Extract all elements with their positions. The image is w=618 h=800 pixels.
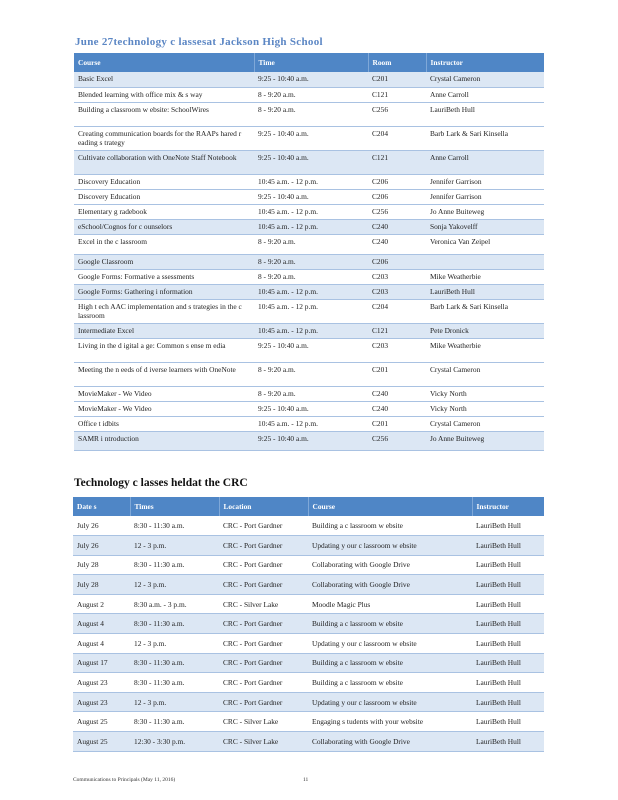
table-row bbox=[73, 516, 544, 536]
cell-instructor: LauriBeth Hull bbox=[472, 732, 544, 752]
cell-instructor: Jo Anne Buiteweg bbox=[426, 431, 544, 450]
cell-date: August 23 bbox=[73, 692, 130, 712]
cell-location: CRC - Port Gardner bbox=[219, 673, 308, 693]
table-body bbox=[74, 72, 544, 450]
cell-time: 9:25 - 10:40 a.m. bbox=[254, 189, 368, 204]
cell-time: 9:25 - 10:40 a.m. bbox=[254, 431, 368, 450]
cell-instructor: LauriBeth Hull bbox=[426, 284, 544, 299]
cell-date: July 28 bbox=[73, 575, 130, 595]
cell-course: MovieMaker - We Video bbox=[74, 401, 254, 416]
cell-time: 10:45 a.m. - 12 p.m. bbox=[254, 174, 368, 189]
table-row bbox=[73, 555, 544, 575]
cell-course: Living in the d igital a ge: Common s ense m edia bbox=[74, 338, 254, 362]
cell-room: C206 bbox=[368, 174, 426, 189]
cell-course: SAMR i ntroduction bbox=[74, 431, 254, 450]
cell-time: 8 - 9:20 a.m. bbox=[254, 102, 368, 126]
cell-course: Google Classroom bbox=[74, 254, 254, 269]
cell-times: 12 - 3 p.m. bbox=[130, 634, 219, 654]
table-row bbox=[74, 284, 544, 299]
cell-time: 9:25 - 10:40 a.m. bbox=[254, 401, 368, 416]
cell-course: Moodle Magic Plus bbox=[308, 594, 472, 614]
cell-instructor: LauriBeth Hull bbox=[472, 575, 544, 595]
cell-time: 10:45 a.m. - 12 p.m. bbox=[254, 416, 368, 431]
cell-room: C240 bbox=[368, 234, 426, 254]
jackson-classes-table bbox=[74, 53, 544, 451]
cell-times: 12:30 - 3:30 p.m. bbox=[130, 732, 219, 752]
cell-course: Excel in the c lassroom bbox=[74, 234, 254, 254]
cell-location: CRC - Port Gardner bbox=[219, 653, 308, 673]
cell-times: 8:30 - 11:30 a.m. bbox=[130, 712, 219, 732]
cell-instructor: LauriBeth Hull bbox=[426, 102, 544, 126]
cell-room: C203 bbox=[368, 284, 426, 299]
cell-location: CRC - Port Gardner bbox=[219, 536, 308, 556]
cell-instructor: LauriBeth Hull bbox=[472, 594, 544, 614]
cell-location: CRC - Silver Lake bbox=[219, 594, 308, 614]
cell-instructor: LauriBeth Hull bbox=[472, 555, 544, 575]
table-row bbox=[74, 338, 544, 362]
table-row bbox=[74, 299, 544, 323]
cell-course: Updating y our c lassroom w ebsite bbox=[308, 536, 472, 556]
cell-course: Building a c lassroom w ebsite bbox=[308, 673, 472, 693]
table-row bbox=[73, 673, 544, 693]
cell-course: Discovery Education bbox=[74, 174, 254, 189]
cell-course: Building a classroom w ebsite: SchoolWires bbox=[74, 102, 254, 126]
cell-times: 8:30 a.m. - 3 p.m. bbox=[130, 594, 219, 614]
cell-room: C203 bbox=[368, 269, 426, 284]
cell-course: Office t idbits bbox=[74, 416, 254, 431]
table-row bbox=[73, 536, 544, 556]
table-row bbox=[73, 634, 544, 654]
table-row bbox=[73, 614, 544, 634]
cell-course: Engaging s tudents with your website bbox=[308, 712, 472, 732]
cell-location: CRC - Silver Lake bbox=[219, 732, 308, 752]
cell-course: Collaborating with Google Drive bbox=[308, 575, 472, 595]
cell-instructor: Veronica Van Zeipel bbox=[426, 234, 544, 254]
cell-times: 8:30 - 11:30 a.m. bbox=[130, 516, 219, 536]
table-row bbox=[74, 416, 544, 431]
cell-date: August 2 bbox=[73, 594, 130, 614]
cell-date: July 26 bbox=[73, 536, 130, 556]
cell-instructor: Crystal Cameron bbox=[426, 416, 544, 431]
cell-time: 10:45 a.m. - 12 p.m. bbox=[254, 284, 368, 299]
section-title: Technology c lasses heldat the CRC bbox=[74, 477, 248, 489]
cell-course: Elementary g radebook bbox=[74, 204, 254, 219]
cell-location: CRC - Port Gardner bbox=[219, 516, 308, 536]
cell-date: August 4 bbox=[73, 614, 130, 634]
cell-instructor: Anne Carroll bbox=[426, 87, 544, 102]
cell-time: 8 - 9:20 a.m. bbox=[254, 87, 368, 102]
cell-instructor: Vicky North bbox=[426, 401, 544, 416]
cell-instructor: Jennifer Garrison bbox=[426, 174, 544, 189]
cell-course: Collaborating with Google Drive bbox=[308, 732, 472, 752]
table-row bbox=[74, 102, 544, 126]
cell-times: 8:30 - 11:30 a.m. bbox=[130, 555, 219, 575]
cell-course: Meeting the n eeds of d iverse learners with OneNote bbox=[74, 362, 254, 386]
cell-course: High t ech AAC implementation and s trategies in the c lassroom bbox=[74, 299, 254, 323]
cell-course: Cultivate collaboration with OneNote Staff Notebook bbox=[74, 150, 254, 174]
cell-times: 12 - 3 p.m. bbox=[130, 692, 219, 712]
table-row bbox=[74, 189, 544, 204]
table-row bbox=[74, 126, 544, 150]
cell-times: 8:30 - 11:30 a.m. bbox=[130, 653, 219, 673]
table-row bbox=[73, 732, 544, 752]
column-header: Course bbox=[308, 497, 472, 516]
cell-room: C240 bbox=[368, 219, 426, 234]
cell-room: C240 bbox=[368, 401, 426, 416]
cell-instructor: Mike Weatherbie bbox=[426, 269, 544, 284]
table-row bbox=[73, 575, 544, 595]
cell-course: Building a c lassroom w ebsite bbox=[308, 614, 472, 634]
cell-room: C206 bbox=[368, 189, 426, 204]
cell-location: CRC - Port Gardner bbox=[219, 634, 308, 654]
cell-room: C201 bbox=[368, 72, 426, 87]
table-row bbox=[74, 87, 544, 102]
cell-room: C204 bbox=[368, 299, 426, 323]
table-row bbox=[74, 431, 544, 450]
cell-course: Building a c lassroom w ebsite bbox=[308, 653, 472, 673]
cell-room: C121 bbox=[368, 323, 426, 338]
cell-course: Google Forms: Formative a ssessments bbox=[74, 269, 254, 284]
cell-time: 8 - 9:20 a.m. bbox=[254, 269, 368, 284]
cell-times: 8:30 - 11:30 a.m. bbox=[130, 614, 219, 634]
table-row bbox=[74, 72, 544, 87]
table-row bbox=[74, 234, 544, 254]
cell-times: 8:30 - 11:30 a.m. bbox=[130, 673, 219, 693]
cell-time: 10:45 a.m. - 12 p.m. bbox=[254, 204, 368, 219]
table-body bbox=[73, 516, 544, 751]
cell-room: C201 bbox=[368, 362, 426, 386]
cell-date: August 25 bbox=[73, 732, 130, 752]
cell-room: C256 bbox=[368, 102, 426, 126]
cell-course: Basic Excel bbox=[74, 72, 254, 87]
cell-time: 9:25 - 10:40 a.m. bbox=[254, 72, 368, 87]
table-row bbox=[74, 269, 544, 284]
table-row bbox=[74, 386, 544, 401]
cell-course: eSchool/Cognos for c ounselors bbox=[74, 219, 254, 234]
cell-instructor: LauriBeth Hull bbox=[472, 634, 544, 654]
cell-instructor: Sonja Yakovelff bbox=[426, 219, 544, 234]
cell-date: July 26 bbox=[73, 516, 130, 536]
cell-room: C121 bbox=[368, 150, 426, 174]
cell-time: 8 - 9:20 a.m. bbox=[254, 234, 368, 254]
cell-instructor: Anne Carroll bbox=[426, 150, 544, 174]
cell-room: C256 bbox=[368, 204, 426, 219]
column-header: Course bbox=[74, 53, 254, 72]
table-header-row bbox=[74, 53, 544, 72]
table-header-row bbox=[73, 497, 544, 516]
cell-room: C240 bbox=[368, 386, 426, 401]
table-row bbox=[74, 401, 544, 416]
cell-instructor: Crystal Cameron bbox=[426, 362, 544, 386]
cell-instructor: LauriBeth Hull bbox=[472, 673, 544, 693]
cell-time: 8 - 9:20 a.m. bbox=[254, 362, 368, 386]
cell-date: August 23 bbox=[73, 673, 130, 693]
cell-location: CRC - Port Gardner bbox=[219, 575, 308, 595]
cell-instructor: LauriBeth Hull bbox=[472, 653, 544, 673]
cell-room: C256 bbox=[368, 431, 426, 450]
cell-time: 10:45 a.m. - 12 p.m. bbox=[254, 323, 368, 338]
cell-room: C201 bbox=[368, 416, 426, 431]
table-row bbox=[73, 712, 544, 732]
cell-instructor: Mike Weatherbie bbox=[426, 338, 544, 362]
table-row bbox=[73, 594, 544, 614]
table-row bbox=[74, 254, 544, 269]
cell-instructor: Barb Lark & Sari Kinsella bbox=[426, 126, 544, 150]
table-row bbox=[74, 174, 544, 189]
cell-location: CRC - Port Gardner bbox=[219, 692, 308, 712]
cell-course: MovieMaker - We Video bbox=[74, 386, 254, 401]
table-row bbox=[74, 219, 544, 234]
cell-course: Google Forms: Gathering i nformation bbox=[74, 284, 254, 299]
page-title: June 27technology c lassesat Jackson High School bbox=[75, 36, 323, 48]
column-header: Time bbox=[254, 53, 368, 72]
cell-course: Creating communication boards for the RAAPs hared r eading s trategy bbox=[74, 126, 254, 150]
cell-room: C203 bbox=[368, 338, 426, 362]
page-number: 11 bbox=[303, 777, 309, 783]
cell-room: C204 bbox=[368, 126, 426, 150]
cell-instructor: Jennifer Garrison bbox=[426, 189, 544, 204]
cell-room: C121 bbox=[368, 87, 426, 102]
table-row bbox=[74, 362, 544, 386]
cell-date: July 28 bbox=[73, 555, 130, 575]
cell-time: 10:45 a.m. - 12 p.m. bbox=[254, 219, 368, 234]
cell-time: 8 - 9:20 a.m. bbox=[254, 254, 368, 269]
cell-location: CRC - Silver Lake bbox=[219, 712, 308, 732]
cell-course: Updating y our c lassroom w ebsite bbox=[308, 634, 472, 654]
column-header: Room bbox=[368, 53, 426, 72]
table-row bbox=[73, 653, 544, 673]
cell-room: C206 bbox=[368, 254, 426, 269]
cell-course: Blended learning with office mix & s way bbox=[74, 87, 254, 102]
cell-instructor: Barb Lark & Sari Kinsella bbox=[426, 299, 544, 323]
column-header: Location bbox=[219, 497, 308, 516]
table-row bbox=[74, 323, 544, 338]
cell-time: 9:25 - 10:40 a.m. bbox=[254, 150, 368, 174]
column-header: Times bbox=[130, 497, 219, 516]
cell-instructor: Pete Dronick bbox=[426, 323, 544, 338]
cell-date: August 4 bbox=[73, 634, 130, 654]
table-row bbox=[74, 150, 544, 174]
cell-instructor: Vicky North bbox=[426, 386, 544, 401]
cell-time: 10:45 a.m. - 12 p.m. bbox=[254, 299, 368, 323]
footer-note: Communications to Principals (May 11, 2016) bbox=[73, 777, 176, 783]
cell-location: CRC - Port Gardner bbox=[219, 614, 308, 634]
cell-instructor: Crystal Cameron bbox=[426, 72, 544, 87]
cell-location: CRC - Port Gardner bbox=[219, 555, 308, 575]
cell-time: 8 - 9:20 a.m. bbox=[254, 386, 368, 401]
cell-instructor: LauriBeth Hull bbox=[472, 712, 544, 732]
cell-course: Updating y our c lassroom w ebsite bbox=[308, 692, 472, 712]
cell-instructor: LauriBeth Hull bbox=[472, 536, 544, 556]
cell-date: August 17 bbox=[73, 653, 130, 673]
cell-instructor: Jo Anne Buiteweg bbox=[426, 204, 544, 219]
table-row bbox=[74, 204, 544, 219]
cell-instructor: LauriBeth Hull bbox=[472, 614, 544, 634]
cell-times: 12 - 3 p.m. bbox=[130, 575, 219, 595]
crc-classes-table bbox=[73, 497, 544, 752]
table-row bbox=[73, 692, 544, 712]
cell-course: Building a c lassroom w ebsite bbox=[308, 516, 472, 536]
cell-course: Intermediate Excel bbox=[74, 323, 254, 338]
cell-course: Collaborating with Google Drive bbox=[308, 555, 472, 575]
cell-times: 12 - 3 p.m. bbox=[130, 536, 219, 556]
cell-course: Discovery Education bbox=[74, 189, 254, 204]
cell-instructor bbox=[426, 254, 544, 269]
cell-date: August 25 bbox=[73, 712, 130, 732]
cell-instructor: LauriBeth Hull bbox=[472, 516, 544, 536]
cell-time: 9:25 - 10:40 a.m. bbox=[254, 338, 368, 362]
cell-time: 9:25 - 10:40 a.m. bbox=[254, 126, 368, 150]
column-header: Date s bbox=[73, 497, 130, 516]
column-header: Instructor bbox=[426, 53, 544, 72]
cell-instructor: LauriBeth Hull bbox=[472, 692, 544, 712]
column-header: Instructor bbox=[472, 497, 544, 516]
